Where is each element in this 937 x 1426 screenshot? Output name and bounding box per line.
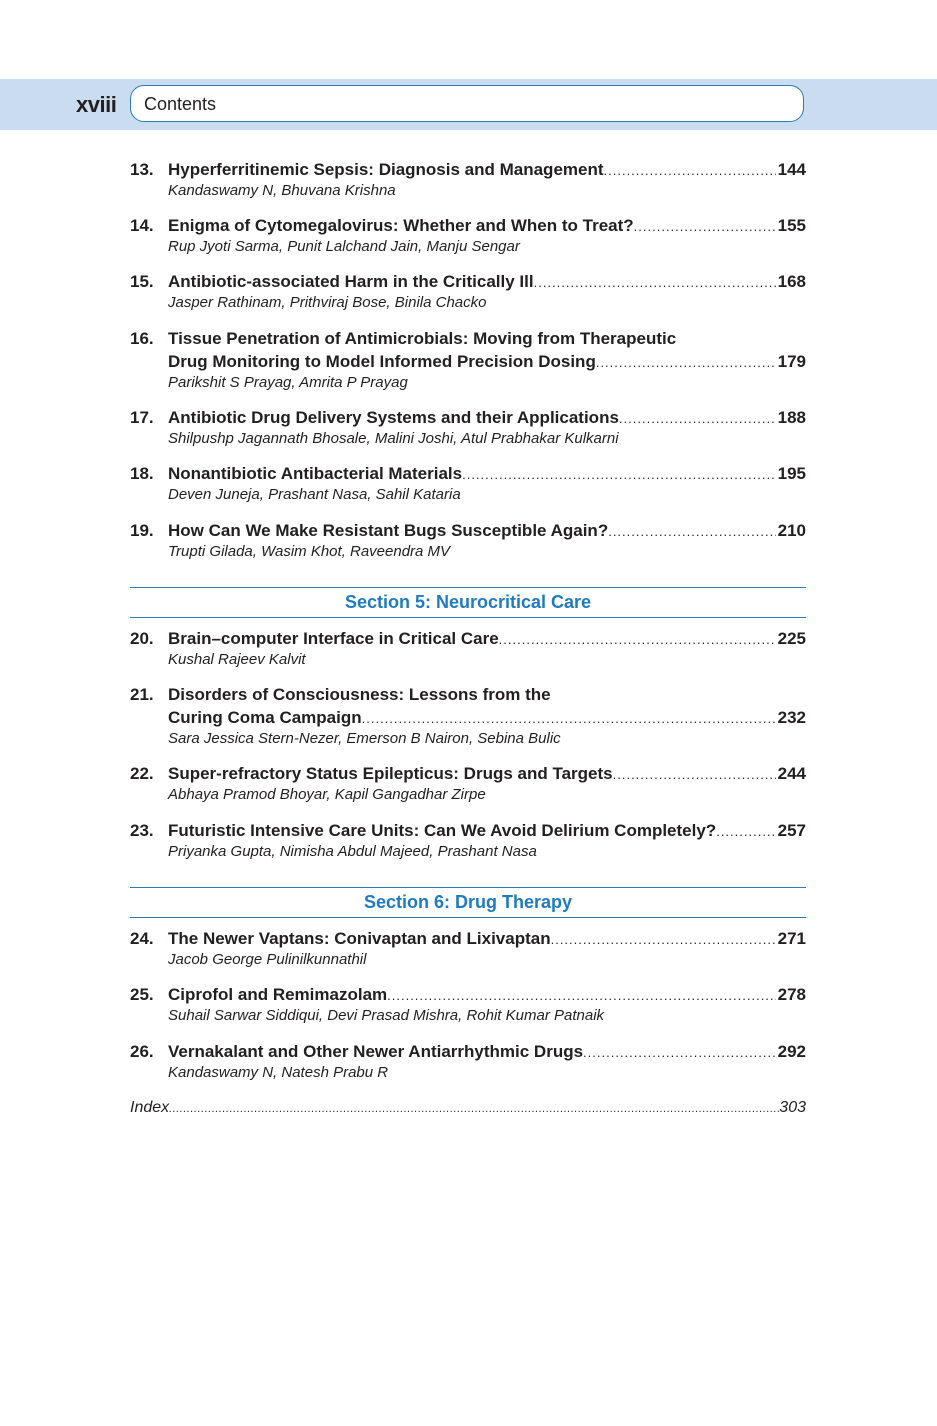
leader-dots [499, 628, 776, 652]
entry-title: Super-refractory Status Epilepticus: Drugs and Targets [168, 764, 613, 783]
entry-authors: Sara Jessica Stern-Nezer, Emerson B Nairon, Sebina Bulic [168, 730, 561, 747]
entry-number: 25. [130, 985, 154, 1004]
entry-authors: Trupti Gilada, Wasim Khot, Raveendra MV [168, 543, 451, 560]
leader-dots [362, 707, 776, 731]
entry-authors: Parikshit S Prayag, Amrita P Prayag [168, 374, 408, 391]
entry-page: 195 [777, 464, 806, 483]
leader-dots [583, 1041, 776, 1065]
header-title: Contents [144, 94, 217, 114]
entry-title: Antibiotic-associated Harm in the Critically Ill [168, 272, 534, 291]
entry-page: 210 [777, 521, 806, 540]
leader-dots [462, 463, 776, 487]
entry-number: 17. [130, 408, 154, 427]
entry-number: 24. [130, 929, 154, 948]
entry-authors: Abhaya Pramod Bhoyar, Kapil Gangadhar Zirpe [168, 786, 486, 803]
entry-title-line [168, 927, 806, 951]
entry-title-line [168, 406, 806, 430]
entry-title: Futuristic Intensive Care Units: Can We Avoid Delirium Completely? [168, 821, 717, 840]
leader-dots [169, 1098, 779, 1120]
entry-number: 26. [130, 1042, 154, 1061]
leader-dots [604, 159, 776, 183]
entry-title: Nonantibiotic Antibacterial Materials [168, 464, 463, 483]
entry-page: 155 [777, 216, 806, 235]
entry-title-line [168, 819, 806, 843]
page-number: xviii [76, 92, 117, 117]
entry-page: 271 [777, 929, 806, 948]
entry-title: The Newer Vaptans: Conivaptan and Lixivaptan [168, 929, 551, 948]
entry-title-line [168, 158, 806, 182]
toc-entry-index[interactable] [130, 1097, 806, 1119]
entry-number: 15. [130, 272, 154, 291]
entry-title: Disorders of Consciousness: Lessons from the [168, 685, 551, 704]
section-heading-5: Section 5: Neurocritical Care [130, 587, 806, 618]
entry-authors: Kushal Rajeev Kalvit [168, 651, 306, 668]
entry-title-line [168, 1040, 806, 1064]
entry-authors: Rup Jyoti Sarma, Punit Lalchand Jain, Manju Sengar [168, 238, 520, 255]
entry-authors: Jasper Rathinam, Prithviraj Bose, Binila Chacko [168, 294, 487, 311]
entry-number: 20. [130, 629, 154, 648]
entry-title-cont: Curing Coma Campaign [168, 708, 362, 727]
entry-title: Hyperferritinemic Sepsis: Diagnosis and Management [168, 160, 604, 179]
entry-title-line [168, 270, 806, 294]
leader-dots [634, 215, 776, 239]
entry-page: 257 [777, 821, 806, 840]
entry-authors: Jacob George Pulinilkunnathil [168, 951, 367, 968]
entry-number: 13. [130, 160, 154, 179]
entry-title-line [168, 627, 806, 651]
index-label: Index [130, 1099, 170, 1116]
leader-dots [387, 984, 775, 1008]
entry-authors: Deven Juneja, Prashant Nasa, Sahil Kataria [168, 486, 461, 503]
entry-page: 168 [777, 272, 806, 291]
entry-title: Vernakalant and Other Newer Antiarrhythmic Drugs [168, 1042, 584, 1061]
entry-authors: Priyanka Gupta, Nimisha Abdul Majeed, Prashant Nasa [168, 843, 537, 860]
entry-page: 225 [777, 629, 806, 648]
entry-title-cont: Drug Monitoring to Model Informed Precision Dosing [168, 352, 596, 371]
entry-title: How Can We Make Resistant Bugs Susceptible Again? [168, 521, 609, 540]
entry-number: 16. [130, 329, 154, 348]
section-heading-6: Section 6: Drug Therapy [130, 887, 806, 918]
entry-title-line [168, 762, 806, 786]
entry-authors: Kandaswamy N, Natesh Prabu R [168, 1064, 389, 1081]
entry-authors: Suhail Sarwar Siddiqui, Devi Prasad Mishra, Rohit Kumar Patnaik [168, 1007, 605, 1024]
leader-dots [534, 271, 776, 295]
entry-page: 179 [777, 352, 806, 371]
entry-page: 292 [777, 1042, 806, 1061]
index-page: 303 [779, 1099, 806, 1116]
entry-title-line-2 [168, 350, 806, 374]
header-title-box [130, 85, 804, 122]
leader-dots [613, 763, 776, 787]
entry-title-line [168, 214, 806, 238]
entry-number: 18. [130, 464, 154, 483]
entry-authors: Kandaswamy N, Bhuvana Krishna [168, 182, 396, 199]
entry-title: Brain–computer Interface in Critical Care [168, 629, 499, 648]
leader-dots [716, 820, 775, 844]
entry-page: 188 [777, 408, 806, 427]
entry-number: 14. [130, 216, 154, 235]
entry-page: 144 [777, 160, 806, 179]
leader-dots [596, 351, 776, 375]
entry-number: 19. [130, 521, 154, 540]
entry-number: 23. [130, 821, 154, 840]
entry-title-line-2 [168, 706, 806, 730]
entry-title: Enigma of Cytomegalovirus: Whether and When to Treat? [168, 216, 634, 235]
leader-dots [551, 928, 776, 952]
entry-page: 278 [777, 985, 806, 1004]
entry-number: 22. [130, 764, 154, 783]
leader-dots [608, 520, 775, 544]
entry-title: Tissue Penetration of Antimicrobials: Moving from Therapeutic [168, 329, 677, 348]
entry-authors: Shilpushp Jagannath Bhosale, Malini Joshi, Atul Prabhakar Kulkarni [168, 430, 619, 447]
entry-title-line-1 [168, 683, 806, 707]
leader-dots [619, 407, 776, 431]
entry-title: Antibiotic Drug Delivery Systems and their Applications [168, 408, 619, 427]
entry-number: 21. [130, 685, 154, 704]
entry-title-line [168, 519, 806, 543]
entry-title-line [168, 983, 806, 1007]
entry-page: 232 [777, 708, 806, 727]
entry-title: Ciprofol and Remimazolam [168, 985, 388, 1004]
entry-title-line-1 [168, 327, 806, 351]
entry-title-line [168, 462, 806, 486]
entry-page: 244 [777, 764, 806, 783]
